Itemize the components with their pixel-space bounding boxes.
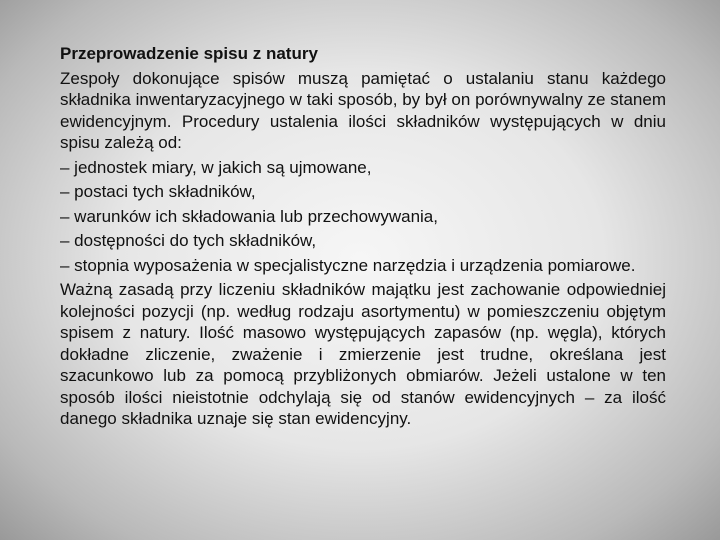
list-item: – stopnia wyposażenia w specjalistyczne narzędzia i urządzenia pomiarowe.: [60, 255, 636, 275]
slide-content: [60, 43, 666, 430]
list-item: – dostępności do tych składników,: [60, 231, 317, 250]
list-item: – postaci tych składników,: [60, 182, 256, 201]
list-item: – warunków ich składowania lub przechowywania,: [60, 206, 438, 226]
factor-list: [60, 157, 666, 277]
slide-title: Przeprowadzenie spisu z natury: [60, 44, 318, 63]
closing-paragraph: Ważną zasadą przy liczeniu składników majątku jest zachowanie odpowiedniej kolejności pozycji (np. według rodzaju asortymentu) w pomieszczeniu objętym spisem z natury. Ilość masowo występujących zapasów (np. węgla), których dokładne zliczenie, zważenie i zmierzenie jest trudne, określana jest szacunkowo lub za pomocą przybliżonych obmiarów. Jeżeli ustalone w ten sposób ilości nieistotnie odchylają się od stanów ewidencyjnych – za ilość danego składnika uznaje się stan ewidencyjny.: [60, 280, 666, 428]
intro-paragraph: Zespoły dokonujące spisów muszą pamiętać o ustalaniu stanu każdego składnika inwentaryzacyjnego w taki sposób, by był on porównywalny ze stanem ewidencyjnym. Procedury ustalenia ilości składników występujących w dniu spisu zależą od:: [60, 68, 666, 152]
list-item: – jednostek miary, w jakich są ujmowane,: [60, 157, 372, 177]
